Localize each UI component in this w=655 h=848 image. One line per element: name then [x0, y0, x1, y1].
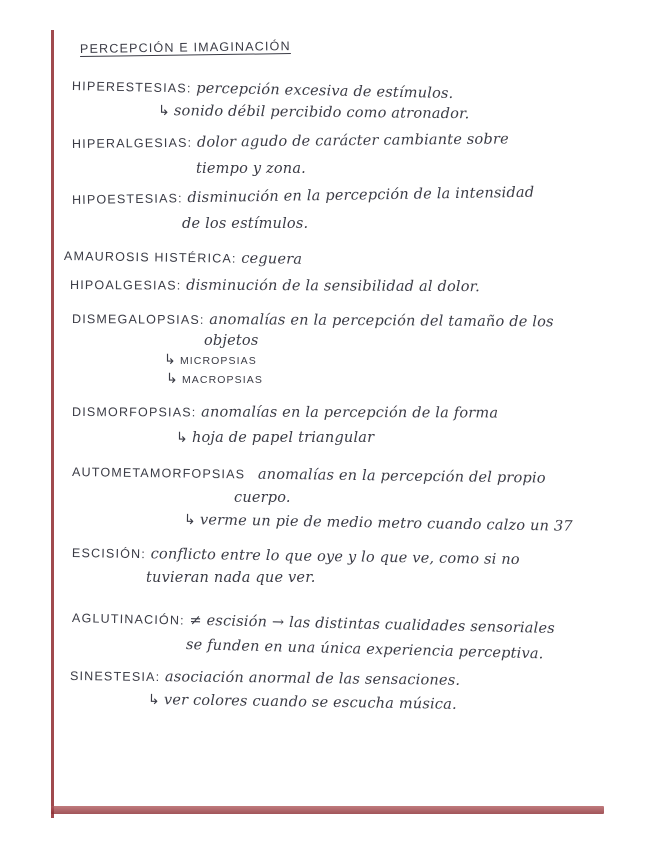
def-autometamorfopsias-2: cuerpo.: [234, 490, 291, 506]
example-dismorfopsias: [176, 430, 374, 446]
page-bottom-edge: [51, 806, 604, 814]
def-dismegalopsias-1: anomalías en la percepción del tamaño de los: [209, 311, 554, 331]
entry-sinestesia: [70, 668, 460, 689]
def-aglutinacion-2: se funden en una única experiencia perceptiva.: [185, 637, 544, 663]
example-autometamorfopsias-text: verme un pie de medio metro cuando calzo un 37: [199, 512, 573, 535]
def-hiperalgesias-2: tiempo y zona.: [196, 161, 306, 177]
example-sinestesia-text: ver colores cuando se escucha música.: [163, 692, 457, 713]
def-hipoestesias-1: disminución en la percepción de la intensidad: [187, 184, 535, 207]
page-title: PERCEPCIÓN E IMAGINACIÓN: [79, 39, 291, 56]
entry-dismegalopsias: [72, 311, 554, 330]
def-autometamorfopsias-1: anomalías en la percepción del propio: [257, 466, 546, 487]
term-aglutinacion: AGLUTINACIÓN:: [71, 611, 185, 628]
sub-macropsias-text: MACROPSIAS: [181, 374, 263, 386]
sub-arrow-icon: ↳: [166, 371, 178, 387]
def-dismegalopsias-2: objetos: [204, 333, 259, 349]
entry-autometamorfopsias: [72, 464, 546, 487]
term-escision: ESCISIÓN:: [71, 546, 147, 562]
def-escision-2: tuvieran nada que ver.: [146, 570, 316, 586]
def-aglutinacion-1: ≠ escisión → las distintas cualidades sensoriales: [189, 612, 556, 637]
def-amaurosis: ceguera: [241, 250, 303, 268]
example-hiperestesias: [158, 103, 470, 122]
entry-hiperestesias: [72, 78, 454, 102]
term-hipoalgesias: HIPOALGESIAS:: [69, 278, 182, 293]
def-hiperalgesias-1: dolor agudo de carácter cambiante sobre: [196, 131, 509, 151]
example-autometamorfopsias: [184, 512, 573, 535]
sub-arrow-icon: ↳: [176, 430, 188, 446]
def-dismorfopsias: anomalías en la percepción de la forma: [201, 404, 499, 422]
sub-arrow-icon: ↳: [147, 692, 161, 709]
term-amaurosis: AMAUROSIS HISTÉRICA:: [63, 249, 237, 266]
entry-hipoalgesias: [70, 277, 480, 295]
term-sinestesia: SINESTESIA:: [69, 669, 161, 685]
entry-escision: [72, 545, 520, 568]
term-hiperalgesias: HIPERALGESIAS:: [71, 135, 193, 151]
entry-dismorfopsias: [72, 404, 498, 421]
term-dismegalopsias: DISMEGALOPSIAS:: [71, 312, 205, 327]
sub-micropsias-text: MICROPSIAS: [179, 355, 257, 367]
example-sinestesia: [148, 692, 457, 713]
sub-arrow-icon: ↳: [183, 512, 197, 529]
sub-macropsias: [166, 371, 263, 387]
example-dismorfopsias-text: hoja de papel triangular: [191, 430, 375, 446]
entry-amaurosis: [64, 248, 302, 268]
def-hipoalgesias: disminución de la sensibilidad al dolor.: [186, 277, 481, 296]
entry-hiperalgesias: [72, 131, 509, 152]
sub-micropsias: [164, 352, 257, 368]
term-autometamorfopsias: AUTOMETAMORFOPSIAS: [71, 465, 246, 482]
entry-aglutinacion: [72, 610, 555, 637]
example-hiperestesias-text: sonido débil percibido como atronador.: [173, 103, 470, 123]
def-hipoestesias-2: de los estímulos.: [182, 216, 309, 232]
term-hipoestesias: HIPOESTESIAS:: [71, 191, 183, 207]
sub-arrow-icon: ↳: [164, 352, 176, 368]
def-escision-1: conflicto entre lo que oye y lo que ve, como si no: [150, 546, 520, 569]
term-dismorfopsias: DISMORFOPSIAS:: [71, 405, 197, 420]
margin-line: [51, 30, 54, 818]
def-hiperestesias: percepción excesiva de estímulos.: [196, 80, 454, 102]
term-hiperestesias: HIPERESTESIAS:: [71, 79, 192, 96]
sub-arrow-icon: ↳: [157, 103, 171, 120]
def-sinestesia: asociación anormal de las sensaciones.: [164, 669, 461, 689]
entry-hipoestesias: [72, 185, 535, 208]
